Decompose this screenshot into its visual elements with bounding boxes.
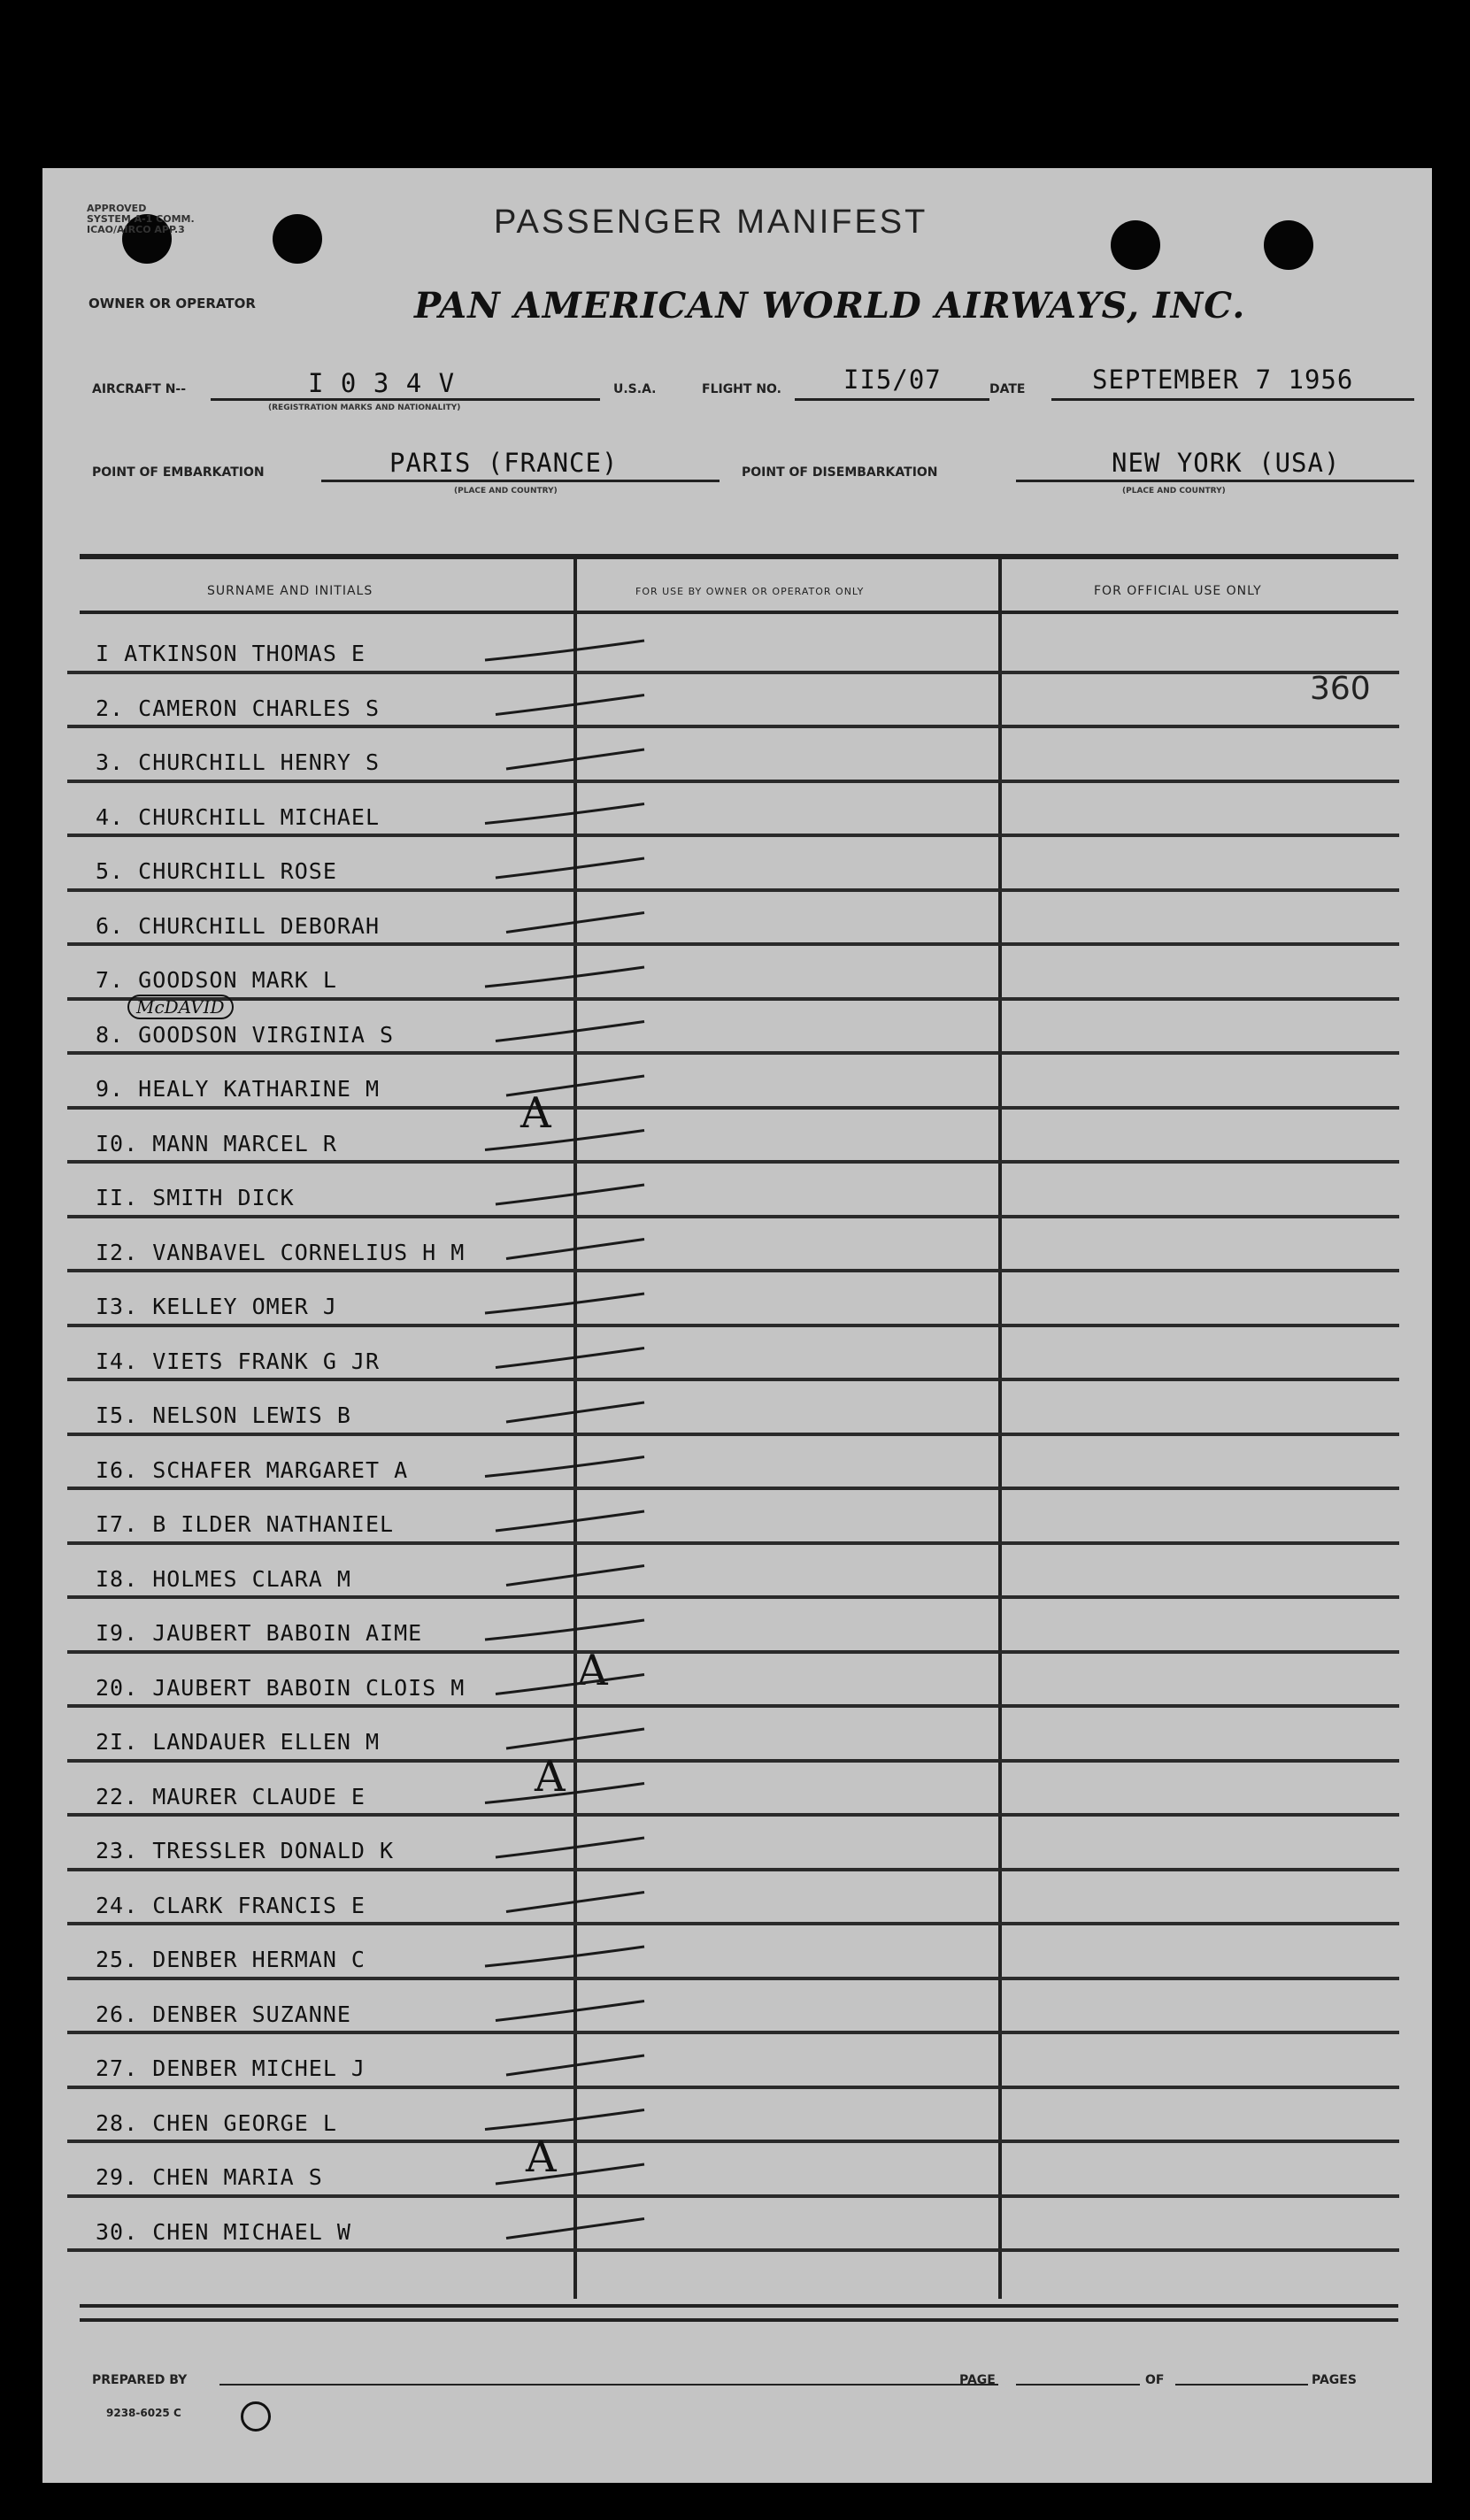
of-label: OF <box>1145 2373 1165 2387</box>
passenger-row: I0. MANN MARCEL R <box>96 1130 337 1156</box>
check-mark <box>485 1457 644 1477</box>
passenger-row: 8. GOODSON VIRGINIA S <box>96 1021 395 1048</box>
passenger-row: I3. KELLEY OMER J <box>96 1294 337 1319</box>
passenger-row: I5. NELSON LEWIS B <box>96 1402 351 1428</box>
check-mark <box>496 858 644 878</box>
passenger-row: 23. TRESSLER DONALD K <box>96 1838 395 1863</box>
date-label: DATE <box>989 382 1026 396</box>
prepared-by-label: PREPARED BY <box>92 2373 188 2387</box>
check-mark <box>496 2001 644 2021</box>
passenger-row: 6. CHURCHILL DEBORAH <box>96 912 381 939</box>
check-mark <box>496 2164 644 2184</box>
check-mark <box>485 1294 644 1313</box>
column-header-surname: SURNAME AND INITIALS <box>207 584 373 598</box>
check-mark <box>485 1131 644 1150</box>
check-mark <box>506 1240 644 1259</box>
passenger-row: 20. JAUBERT BABOIN CLOIS M <box>96 1674 466 1701</box>
passenger-row: 2. CAMERON CHARLES S <box>96 695 381 721</box>
country-label: U.S.A. <box>613 382 657 396</box>
disembarkation-label: POINT OF DISEMBARKATION <box>742 465 938 480</box>
passenger-row: I6. SCHAFER MARGARET A <box>96 1456 409 1483</box>
check-mark <box>485 1620 644 1640</box>
handwritten-annotation: McDAVID <box>127 995 234 1019</box>
printer-seal <box>241 2401 271 2432</box>
page-title: PASSENGER MANIFEST <box>494 204 928 241</box>
initial-mark: A <box>526 2132 557 2182</box>
check-mark <box>506 1402 644 1422</box>
check-mark <box>496 1838 644 1857</box>
aircraft-value: I 0 3 4 V <box>308 368 456 398</box>
passenger-row: II. SMITH DICK <box>96 1185 295 1210</box>
owner-label: OWNER OR OPERATOR <box>89 296 256 311</box>
check-mark <box>496 1511 644 1531</box>
passenger-row: I9. JAUBERT BABOIN AIME <box>96 1620 423 1646</box>
page-label: PAGE <box>959 2373 996 2387</box>
passenger-row: 2I. LANDAUER ELLEN M <box>96 1729 381 1755</box>
check-mark <box>496 1185 644 1204</box>
passenger-row: 5. CHURCHILL ROSE <box>96 858 337 884</box>
column-header-owner-use: FOR USE BY OWNER OR OPERATOR ONLY <box>635 586 865 597</box>
check-mark <box>506 1566 644 1586</box>
flight-value: II5/07 <box>843 365 942 395</box>
check-mark <box>506 749 644 769</box>
passenger-row: I8. HOLMES CLARA M <box>96 1565 351 1592</box>
check-mark <box>485 1784 644 1803</box>
check-mark <box>485 641 644 660</box>
check-mark <box>506 1729 644 1748</box>
passenger-row: 7. GOODSON MARK L <box>96 967 337 993</box>
check-mark <box>496 1348 644 1368</box>
check-mark <box>506 913 644 933</box>
passenger-row: 4. CHURCHILL MICHAEL <box>96 803 381 830</box>
passenger-row: 26. DENBER SUZANNE <box>96 2001 351 2027</box>
manifest-sheet <box>42 168 1432 2483</box>
initial-mark: A <box>535 1752 566 1802</box>
date-value: SEPTEMBER 7 1956 <box>1092 365 1354 395</box>
handwritten-tick-marks <box>42 168 1432 2483</box>
aircraft-label: AIRCRAFT N-- <box>92 382 187 396</box>
passenger-row: 30. CHEN MICHAEL W <box>96 2218 351 2245</box>
passenger-row: 28. CHEN GEORGE L <box>96 2109 337 2136</box>
disembarkation-sublabel: (PLACE AND COUNTRY) <box>1122 487 1226 496</box>
passenger-row: 22. MAURER CLAUDE E <box>96 1783 366 1809</box>
official-note: 360 <box>1310 671 1371 707</box>
passenger-row: I7. B ILDER NATHANIEL <box>96 1511 395 1537</box>
passenger-row: 29. CHEN MARIA S <box>96 2164 323 2190</box>
embarkation-label: POINT OF EMBARKATION <box>92 465 265 480</box>
passenger-row: I2. VANBAVEL CORNELIUS H M <box>96 1239 466 1265</box>
check-mark <box>506 2219 644 2239</box>
passenger-row: I ATKINSON THOMAS E <box>96 641 366 666</box>
initial-mark: A <box>520 1088 551 1138</box>
passenger-row: 9. HEALY KATHARINE M <box>96 1076 381 1102</box>
initial-mark: A <box>577 1646 608 1695</box>
column-header-official-use: FOR OFFICIAL USE ONLY <box>1094 584 1262 598</box>
check-mark <box>506 1893 644 1912</box>
check-mark <box>496 1022 644 1041</box>
check-mark <box>506 1076 644 1095</box>
embarkation-value: PARIS (FRANCE) <box>389 448 619 478</box>
approval-note: APPROVED SYSTEM A-1 COMM. ICAO/AIRCO APP.3 <box>87 203 195 235</box>
check-mark <box>485 804 644 824</box>
pages-label: PAGES <box>1312 2373 1357 2387</box>
airline-name: PAN AMERICAN WORLD AIRWAYS, INC. <box>414 285 1246 327</box>
passenger-row: 3. CHURCHILL HENRY S <box>96 749 381 775</box>
check-mark <box>506 2055 644 2075</box>
check-mark <box>496 695 644 715</box>
check-mark <box>496 1675 644 1694</box>
check-mark <box>485 1947 644 1966</box>
check-mark <box>485 2110 644 2130</box>
embarkation-sublabel: (PLACE AND COUNTRY) <box>454 487 558 496</box>
passenger-row: I4. VIETS FRANK G JR <box>96 1348 381 1374</box>
form-number: 9238-6025 C <box>106 2407 181 2419</box>
flight-label: FLIGHT NO. <box>702 382 781 396</box>
disembarkation-value: NEW YORK (USA) <box>1112 448 1341 478</box>
passenger-row: 27. DENBER MICHEL J <box>96 2055 366 2081</box>
passenger-row: 24. CLARK FRANCIS E <box>96 1892 366 1918</box>
passenger-row: 25. DENBER HERMAN C <box>96 1947 366 1972</box>
aircraft-sublabel: (REGISTRATION MARKS AND NATIONALITY) <box>268 403 461 412</box>
check-mark <box>485 967 644 987</box>
